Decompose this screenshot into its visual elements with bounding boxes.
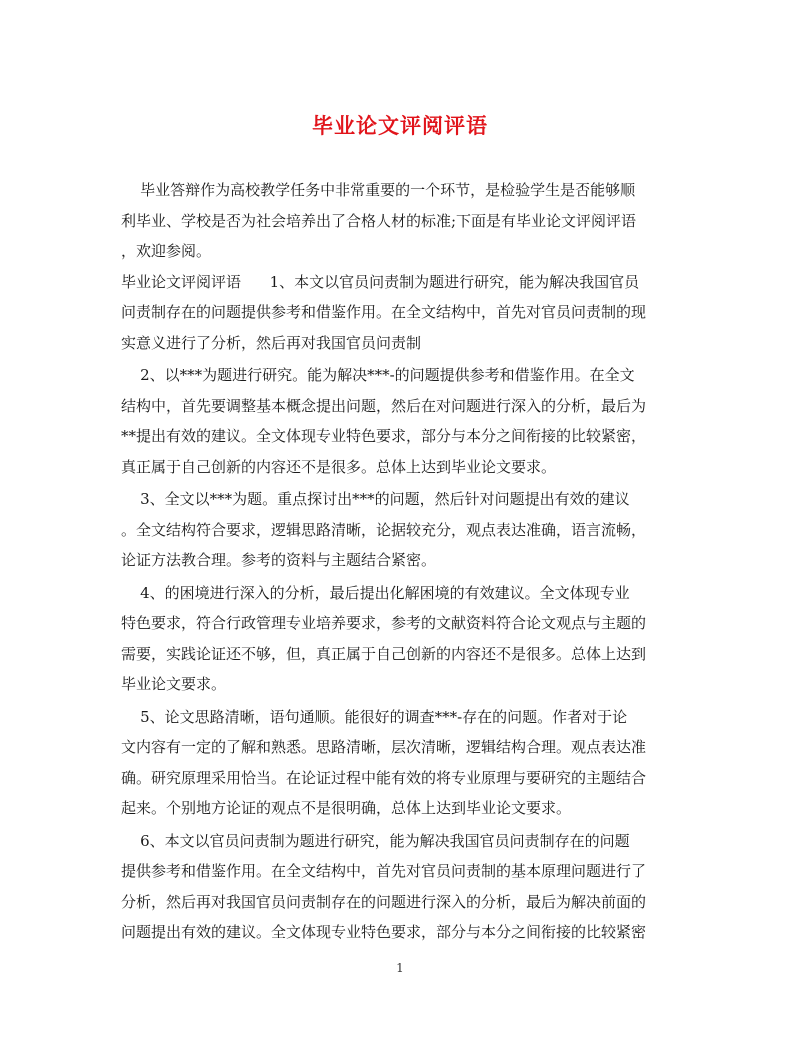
text-line: 问责制存在的问题提供参考和借鉴作用。在全文结构中，首先对官员问责制的现 (121, 303, 647, 321)
text-line: 提供参考和借鉴作用。在全文结构中，首先对官员问责制的基本原理问题进行了 (121, 862, 647, 880)
text-line: 3、全文以***为题。重点探讨出***的问题，然后针对问题提出有效的建议 (121, 490, 630, 508)
text-line: 5、论文思路清晰，语句通顺。能很好的调查***-存在的问题。作者对于论 (121, 707, 628, 726)
page-number: 1 (396, 961, 404, 975)
document-body (121, 175, 673, 948)
text-line: 毕业论文要求。 (121, 675, 227, 693)
text-line: 结构中，首先要调整基本概念提出问题，然后在对问题进行深入的分析，最后为 (121, 396, 647, 415)
text-line: 特色要求，符合行政管理专业培养要求，参考的文献资料符合论文观点与主题的 (121, 614, 647, 632)
text-line: 实意义进行了分析，然后再对我国官员问责制 (121, 333, 422, 352)
text-line: 确。研究原理采用恰当。在论证过程中能有效的将专业原理与要研究的主题结合 (121, 768, 647, 787)
text-line: 起来。个别地方论证的观点不是很明确，总体上达到毕业论文要求。 (121, 799, 572, 817)
text-line: 需要，实践论证还不够，但，真正属于自己创新的内容还不是很多。总体上达到 (121, 644, 647, 663)
text-line: 毕业答辩作为高校教学任务中非常重要的一个环节，是检验学生是否能够顺 (121, 181, 636, 199)
text-line: 毕业论文评阅评语 1、本文以官员问责制为题进行研究，能为解决我国官员 (121, 272, 640, 291)
text-line: 问题提出有效的建议。全文体现专业特色要求，部分与本分之间衔接的比较紧密 (121, 923, 647, 941)
text-line: 利毕业、学校是否为社会培养出了合格人材的标准;下面是有毕业论文评阅评语 (121, 211, 637, 230)
document-title: 毕业论文评阅评语 (312, 113, 488, 138)
text-line: 。全文结构符合要求，逻辑思路清晰，论据较充分，观点表达准确，语言流畅， (121, 520, 647, 539)
text-line: ，欢迎参阅。 (121, 242, 212, 260)
text-line: **提出有效的建议。全文体现专业特色要求，部分与本分之间衔接的比较紧密， (121, 427, 647, 445)
text-line: 6、本文以官员问责制为题进行研究，能为解决我国官员问责制存在的问题 (121, 831, 630, 850)
text-line: 真正属于自己创新的内容还不是很多。总体上达到毕业论文要求。 (121, 457, 557, 476)
text-line: 分析，然后再对我国官员问责制存在的问题进行深入的分析，最后为解决前面的 (121, 892, 647, 911)
text-line: 文内容有一定的了解和熟悉。思路清晰，层次清晰，逻辑结构合理。观点表达准 (121, 738, 647, 756)
text-line: 论证方法教合理。参考的资料与主题结合紧密。 (121, 551, 437, 569)
text-line: 2、以***为题进行研究。能为解决***-的问题提供参考和借鉴作用。在全文 (121, 366, 635, 384)
text-line: 4、的困境进行深入的分析，最后提出化解困境的有效建议。全文体现专业 (121, 583, 630, 602)
